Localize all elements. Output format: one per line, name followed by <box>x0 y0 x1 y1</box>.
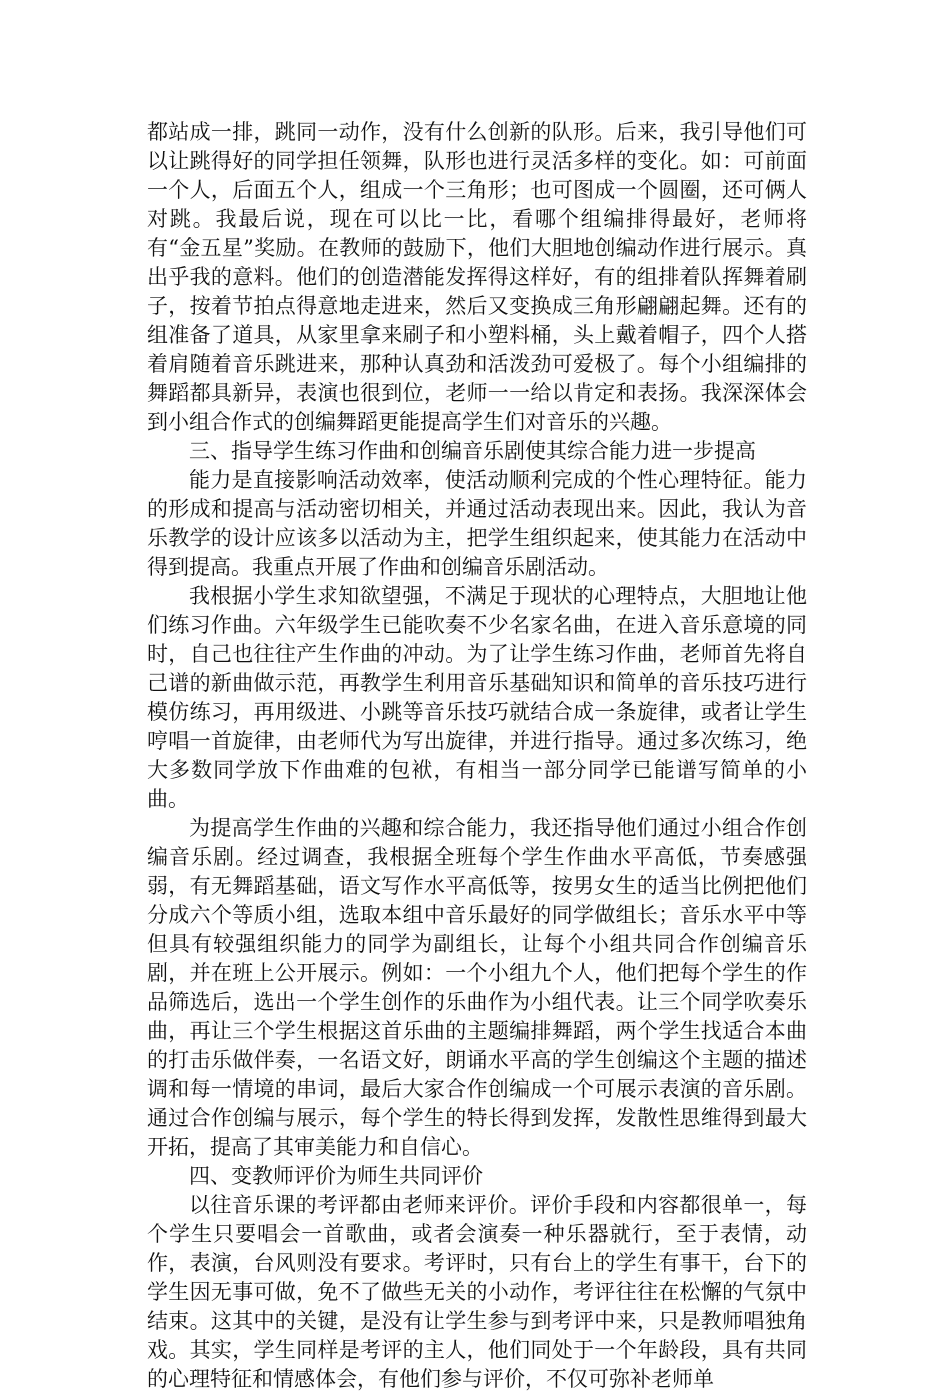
paragraph: 以往音乐课的考评都由老师来评价。评价手段和内容都很单一，每个学生只要唱会一首歌曲，或者会演奏一种乐器就行，至于表情，动作，表演，台风则没有要求。考评时，只有台上的学生有事干，台下的学生因无事可做，免不了做些无关的小动作，考评往往在松懈的气氛中结束。这其中的关键，是没有让学生参与到考评中来，只是教师唱独角戏。其实，学生同样是考评的主人，他们同处于一个年龄段，具有共同的心理特征和情感体会，有他们参与评价，不仅可弥补老师单 <box>147 1193 807 1391</box>
section-heading-3: 三、指导学生练习作曲和创编音乐剧使其综合能力进一步提高 <box>189 439 756 463</box>
paragraph: 为提高学生作曲的兴趣和综合能力，我还指导他们通过小组合作创编音乐剧。经过调查，我根据全班每个学生作曲水平高低，节奏感强弱，有无舞蹈基础，语文写作水平高低等，按男女生的适当比例把他们分成六个等质小组，选取本组中音乐最好的同学做组长；音乐水平中等但具有较强组织能力的同学为副组长，让每个小组共同合作创编音乐剧，并在班上公开展示。例如：一个小组九个人，他们把每个学生的作品筛选后，选出一个学生创作的乐曲作为小组代表。让三个同学吹奏乐曲，再让三个学生根据这首乐曲的主题编排舞蹈，两个学生找适合本曲的打击乐做伴奏，一名语文好，朗诵水平高的学生创编这个主题的描述调和每一情境的串词，最后大家合作创编成一个可展示表演的音乐剧。通过合作创编与展示，每个学生的特长得到发挥，发散性思维得到最大开拓，提高了其审美能力和自信心。 <box>147 816 807 1159</box>
paragraph: 我根据小学生求知欲望强，不满足于现状的心理特点，大胆地让他们练习作曲。六年级学生已能吹奏不少名家名曲，在进入音乐意境的同时，自己也往往产生作曲的冲动。为了让学生练习作曲，老师首先将自己谱的新曲做示范，再教学生利用音乐基础知识和简单的音乐技巧进行模仿练习，再用级进、小跳等音乐技巧就结合成一条旋律，或者让学生哼唱一首旋律，由老师代为写出旋律，并进行指导。通过多次练习，绝大多数同学放下作曲难的包袱，有相当一部分同学已能谱写简单的小曲。 <box>147 584 807 811</box>
paragraph: 能力是直接影响活动效率，使活动顺利完成的个性心理特征。能力的形成和提高与活动密切相关，并通过活动表现出来。因此，我认为音乐教学的设计应该多以活动为主，把学生组织起来，使其能力在活动中得到提高。我重点开展了作曲和创编音乐剧活动。 <box>147 468 807 579</box>
section-heading-4: 四、变教师评价为师生共同评价 <box>189 1164 483 1188</box>
paragraph-continuation: 都站成一排，跳同一动作，没有什么创新的队形。后来，我引导他们可以让跳得好的同学担任领舞，队形也进行灵活多样的变化。如：可前面一个人，后面五个人，组成一个三角形；也可图成一个圆圈，还可俩人对跳。我最后说，现在可以比一比，看哪个组编排得最好，老师将有“金五星”奖励。在教师的鼓励下，他们大胆地创编动作进行展示。真出乎我的意料。他们的创造潜能发挥得这样好，有的组排着队挥舞着刷子，按着节拍点得意地走进来，然后又变换成三角形翩翩起舞。还有的组准备了道具，从家里拿来刷子和小塑料桶，头上戴着帽子，四个人搭着肩随着音乐跳进来，那种认真劲和活泼劲可爱极了。每个小组编排的舞蹈都具新异，表演也很到位，老师一一给以肯定和表扬。我深深体会到小组合作式的创编舞蹈更能提高学生们对音乐的兴趣。 <box>147 120 807 434</box>
document-body <box>147 118 807 1394</box>
